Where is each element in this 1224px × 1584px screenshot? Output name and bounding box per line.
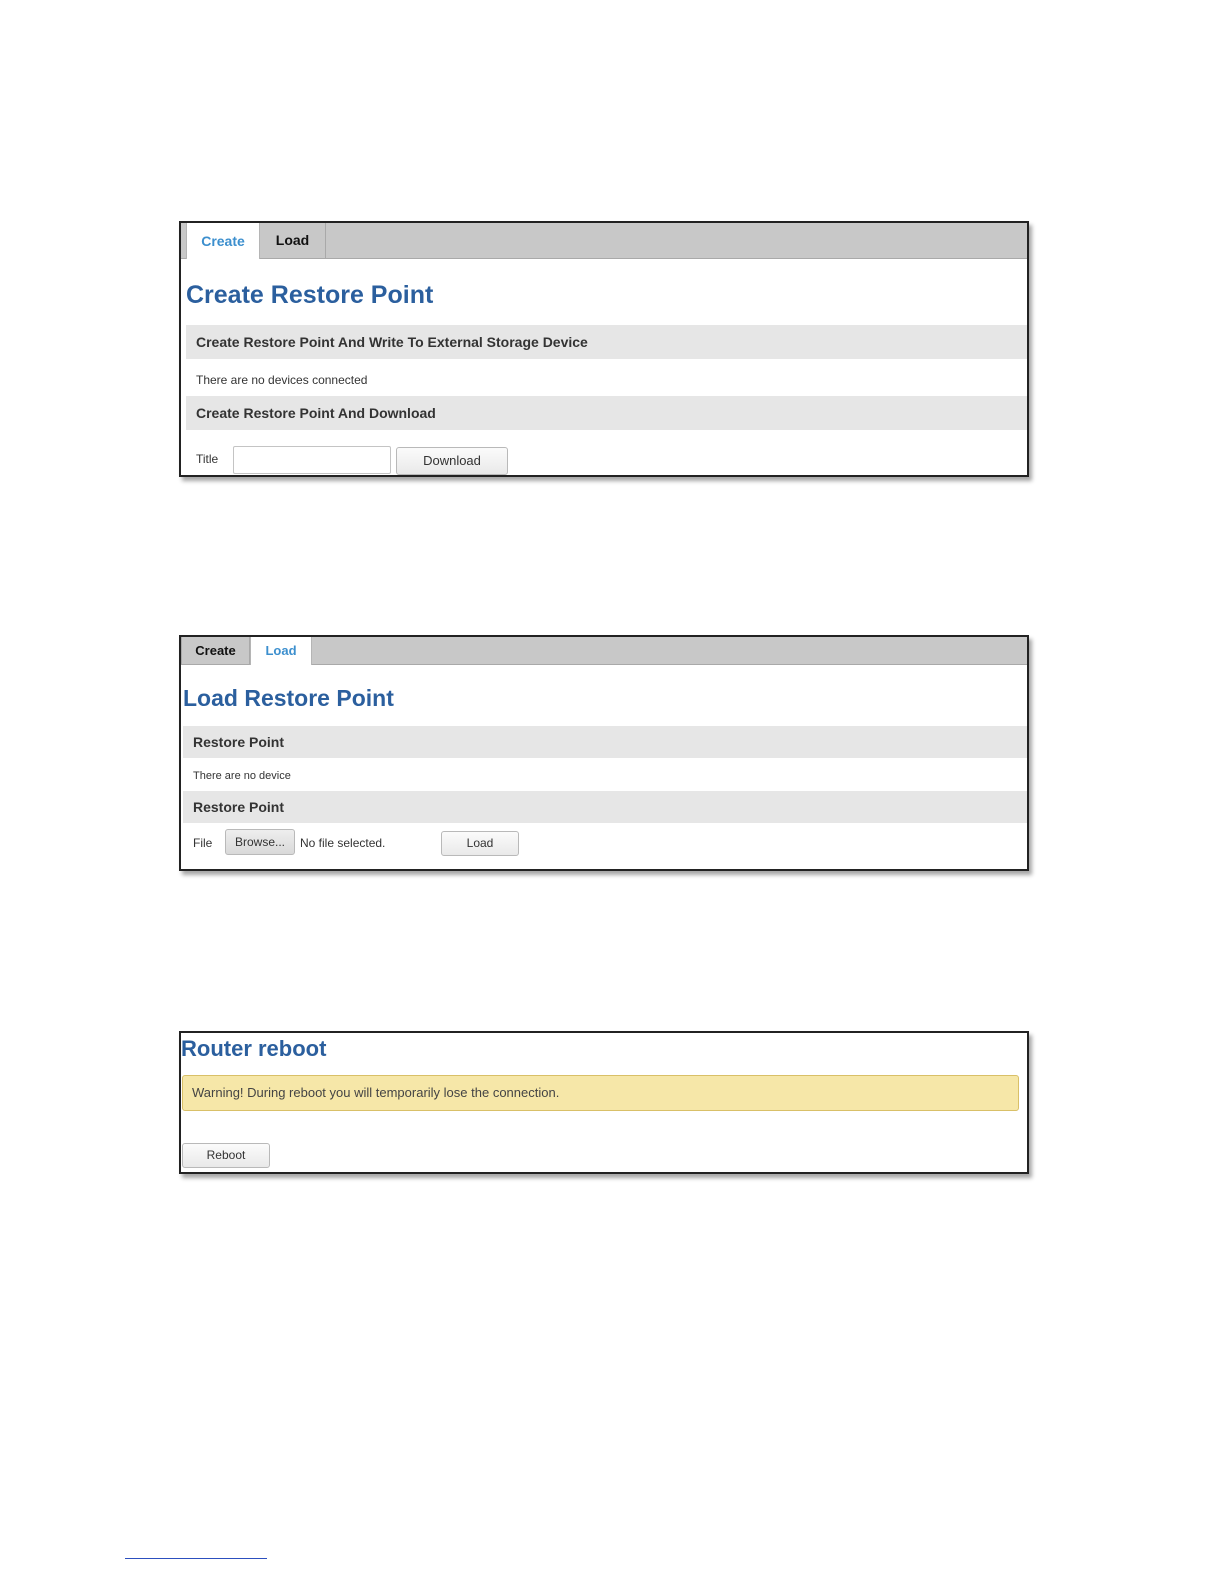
tab-create[interactable]: Create [181,637,250,664]
page-title: Router reboot [181,1036,327,1061]
tab-create[interactable]: Create [186,223,260,259]
title-field-label: Title [196,452,219,466]
download-button[interactable]: Download [396,447,508,475]
title-input[interactable] [233,446,391,474]
router-reboot-panel [179,1031,1029,1174]
section-header-restore-point-file: Restore Point [183,791,1027,823]
load-restore-point-panel [179,635,1029,871]
no-devices-message: There are no devices connected [196,373,368,387]
footer-rule [125,1558,267,1559]
section-header-restore-point: Restore Point [183,726,1027,758]
create-restore-point-panel [179,221,1029,477]
reboot-button[interactable]: Reboot [182,1143,270,1168]
reboot-warning-alert: Warning! During reboot you will temporarily lose the connection. [182,1075,1019,1111]
page-title: Load Restore Point [183,685,394,711]
section-header-external-storage: Create Restore Point And Write To External Storage Device [186,325,1027,359]
file-status-text: No file selected. [300,836,386,850]
page-title: Create Restore Point [186,281,434,309]
tab-load[interactable]: Load [260,223,326,258]
file-field-label: File [193,836,213,850]
tab-bar [181,637,1027,665]
no-device-message: There are no device [193,770,291,782]
load-button[interactable]: Load [441,831,519,856]
tab-bar [181,223,1027,259]
section-header-download: Create Restore Point And Download [186,396,1027,430]
browse-button[interactable]: Browse... [225,829,295,855]
tab-load[interactable]: Load [250,637,312,665]
